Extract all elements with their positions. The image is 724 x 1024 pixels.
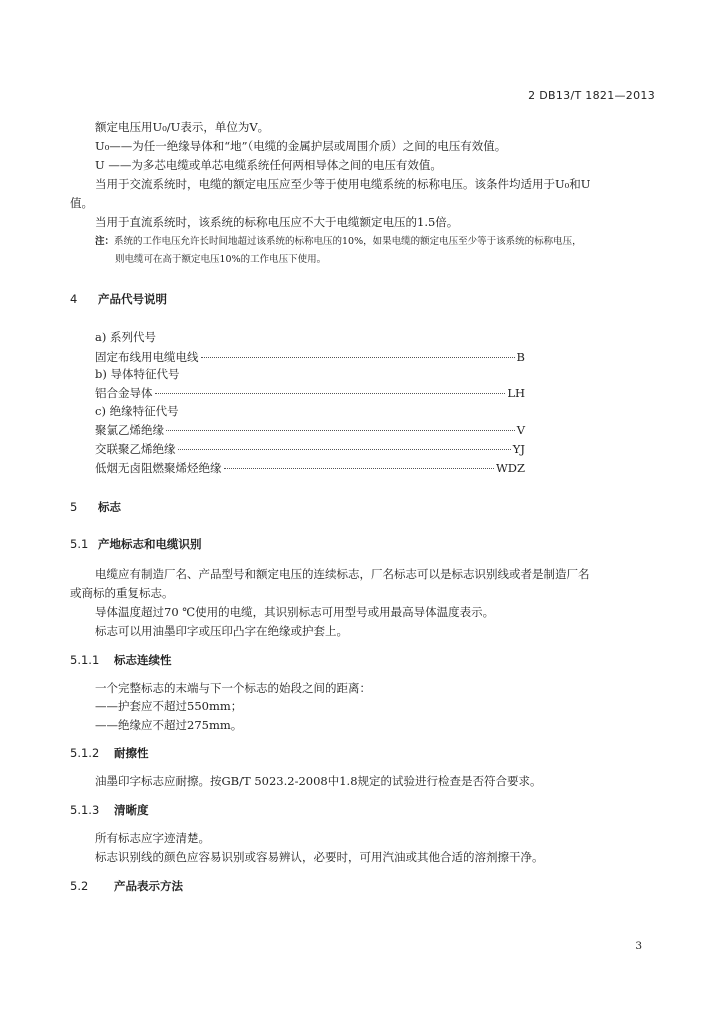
code-item-name: 聚氯乙烯绝缘 [95,423,164,437]
section-number: 5.1.1 [70,653,100,667]
leader-dots [166,430,515,431]
section-number: 5.1.3 [70,803,100,817]
section-title: 产品表示方法 [114,879,183,893]
group-label-conductor: b) 导体特征代号 [95,367,180,381]
paragraph-ac-system-continued: 值。 [70,196,93,210]
paragraph-ac-system: 当用于交流系统时，电缆的额定电压应至少等于使用电缆系统的标称电压。该条件均适用于U₀和U [95,177,591,191]
paragraph-temperature: 导体温度超过70 ℃使用的电缆，其识别标志可用型号或用最高导体温度表示。 [95,605,495,619]
group-label-insulation: c) 绝缘特征代号 [95,404,179,418]
paragraph-u-definition: U ——为多芯电缆或单芯电缆系统任何两相导体之间的电压有效值。 [95,158,442,172]
code-item-name: 交联聚乙烯绝缘 [95,442,176,456]
document-header: 2 DB13/T 1821—2013 [528,89,655,102]
paragraph-rub-resistance: 油墨印字标志应耐擦。按GB/T 5023.2-2008中1.8规定的试验进行检查是否符合要求。 [95,774,542,788]
section-title: 耐擦性 [114,746,149,760]
code-item-code: V [516,423,525,437]
code-item-name: 低烟无卤阻燃聚烯烃绝缘 [95,461,222,475]
section-number: 5.2 [70,879,89,893]
paragraph-marking-continued: 或商标的重复标志。 [70,586,174,600]
section-number: 5.1.2 [70,746,100,760]
page-number: 3 [635,940,642,952]
paragraph-legibility: 所有标志应字迹清楚。 [95,831,210,845]
code-item-name: 铝合金导体 [95,386,153,400]
leader-dots [224,468,494,469]
section-5-1-1-heading [70,652,172,668]
code-item-code: WDZ [495,461,525,475]
section-4-heading [70,291,167,307]
section-number: 4 [70,292,78,306]
note-line-2: 则电缆可在高于额定电压10%的工作电压下使用。 [115,254,327,265]
paragraph-u0-definition: U₀——为任一绝缘导体和“地”（电缆的金属护层或周围介质）之间的电压有效值。 [95,139,507,153]
note-line-1 [95,235,582,249]
note-label: 注： [95,236,115,247]
code-item [95,422,525,438]
paragraph-printing: 标志可以用油墨印字或压印凸字在绝缘或护套上。 [95,624,348,638]
paragraph-marking: 电缆应有制造厂名、产品型号和额定电压的连续标志，厂名标志可以是标志识别线或者是制造厂名 [95,567,590,581]
section-title: 标志连续性 [114,653,172,667]
section-title: 产品代号说明 [98,292,167,306]
paragraph-dc-system: 当用于直流系统时，该系统的标称电压应不大于电缆额定电压的1.5倍。 [95,215,459,229]
section-title: 标志 [98,500,121,514]
leader-dots [178,449,511,450]
paragraph-identification-color: 标志识别线的颜色应容易识别或容易辨认，必要时，可用汽油或其他合适的溶剂擦干净。 [95,850,544,864]
section-title: 产地标志和电缆识别 [98,537,202,551]
paragraph-rated-voltage: 额定电压用U₀/U表示，单位为V。 [95,120,270,134]
code-item-code: B [516,350,525,364]
note-text-1: 系统的工作电压允许长时间地超过该系统的标称电压的10%，如果电缆的额定电压至少等于该系统的标称电压， [114,236,582,247]
section-5-2-heading [70,878,183,894]
code-item-code: YJ [512,442,525,456]
list-item-sheath: ——护套应不超过550mm； [95,699,243,713]
section-title: 清晰度 [114,803,149,817]
code-item-name: 固定布线用电缆电线 [95,350,199,364]
section-5-1-2-heading [70,745,149,761]
code-item [95,441,525,457]
section-5-1-heading [70,536,202,552]
leader-dots [155,393,506,394]
list-item-insulation: ——绝缘应不超过275mm。 [95,718,243,732]
code-item-code: LH [507,386,525,400]
code-item [95,349,525,365]
section-number: 5 [70,500,78,514]
section-5-1-3-heading [70,802,149,818]
section-5-heading [70,499,121,515]
code-item [95,385,525,401]
paragraph-distance: 一个完整标志的末端与下一个标志的始段之间的距离： [95,681,371,695]
code-item [95,460,525,476]
section-number: 5.1 [70,537,89,551]
leader-dots [201,357,515,358]
group-label-series: a) 系列代号 [95,330,156,344]
